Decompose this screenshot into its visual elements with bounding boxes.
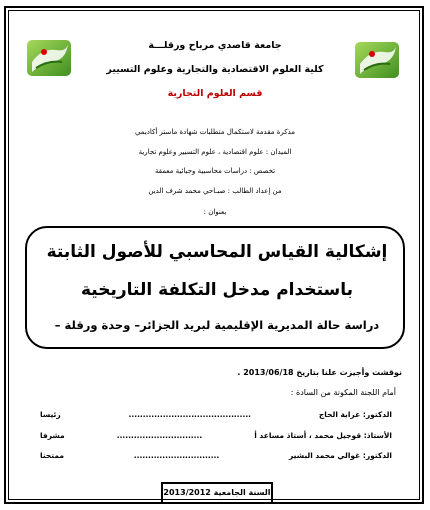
jury-member-role: مشرفا — [40, 431, 65, 440]
committee-label: أمام اللجنة المكونة من السادة : — [290, 388, 396, 397]
faculty-name: كلية العلوم الاقتصادية والتجارية وعلوم التسيير — [106, 64, 324, 75]
jury-dots: .............................. — [133, 451, 220, 460]
jury-dots: .............................. — [116, 431, 203, 440]
thesis-title-line2: باستخدام مدخل التكلفة التاريخية — [80, 280, 354, 300]
title-box — [25, 226, 405, 349]
academic-year-box: السنة الجامعية 2013/2012 — [161, 482, 273, 504]
jury-row — [40, 451, 392, 460]
department-name: قسم العلوم التجارية — [167, 88, 263, 99]
jury-row — [40, 431, 392, 440]
jury-member-role: رئيسا — [40, 410, 61, 419]
case-study-line: دراسة حالة المديرية الإقليمية لبريد الجزائر– وحدة ورقلة – — [54, 318, 380, 332]
thesis-title-line1: إشكالية القياس المحاسبي للأصول الثابتة — [46, 242, 388, 262]
jury-row — [40, 410, 392, 419]
jury-dots: ........................................... — [128, 410, 252, 419]
jury-member-name: الدكتور: عرابة الحاج — [318, 410, 392, 419]
jury-member-name: الأستاذ: قوجيل محمد ، أستاذ مساعد أ — [254, 431, 392, 440]
specialty-line: تخصص : دراسات محاسبية وجبائية معمقة — [154, 167, 276, 175]
university-name: جامعة قاصدي مرباح ورقلـــة — [148, 40, 282, 51]
defense-date: نوقشت وأجيزت علنا بتاريخ 2013/06/18 . — [237, 368, 402, 377]
jury-member-name: الدكتور: غوالي محمد البشير — [288, 451, 392, 460]
student-line: من إعداد الطالب : صبـاحي محمد شرف الدين — [148, 187, 282, 195]
jury-member-role: ممتحنا — [40, 451, 65, 460]
title-label: بعنوان : — [203, 208, 227, 216]
thesis-type: مذكرة مقدمة لاستكمال متطلبات شهادة ماستر أكاديمي — [134, 128, 296, 136]
field-line: الميدان : علوم اقتصادية ، علوم التسيير وعلوم تجارية — [138, 148, 292, 156]
